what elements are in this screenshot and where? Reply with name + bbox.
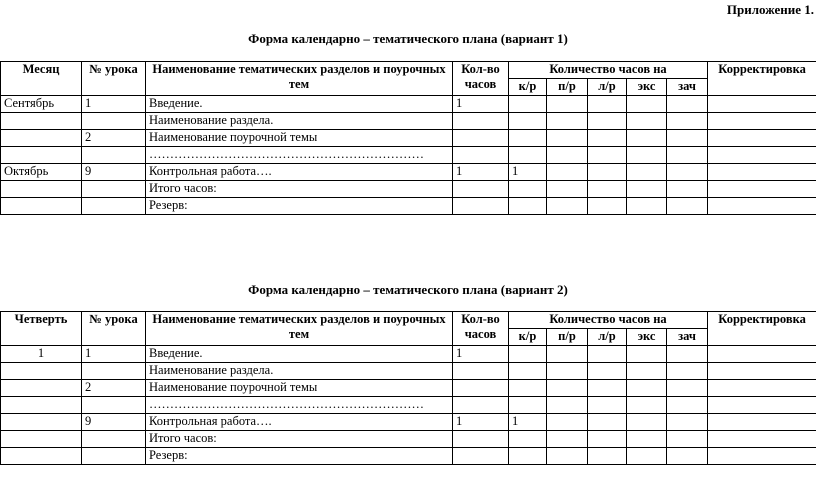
cell-hours: 1 bbox=[453, 96, 509, 113]
cell-topic: Контрольная работа…. bbox=[146, 414, 453, 431]
header-pr: п/р bbox=[547, 329, 588, 346]
table-row bbox=[1, 448, 816, 465]
cell-hours bbox=[453, 130, 509, 147]
cell-kr bbox=[509, 147, 547, 164]
table-row bbox=[1, 130, 816, 147]
cell-period bbox=[1, 198, 82, 215]
cell-period bbox=[1, 414, 82, 431]
cell-period bbox=[1, 448, 82, 465]
cell-hours bbox=[453, 147, 509, 164]
cell-topic: Наименование раздела. bbox=[146, 363, 453, 380]
cell-hours bbox=[453, 380, 509, 397]
cell-hours: 1 bbox=[453, 164, 509, 181]
cell-hours bbox=[453, 181, 509, 198]
table-row bbox=[1, 346, 816, 363]
cell-kr bbox=[509, 380, 547, 397]
header-kr: к/р bbox=[509, 329, 547, 346]
cell-period bbox=[1, 181, 82, 198]
cell-topic: Резерв: bbox=[146, 448, 453, 465]
table-row bbox=[1, 414, 816, 431]
cell-kr bbox=[509, 96, 547, 113]
cell-period: 1 bbox=[1, 346, 82, 363]
table-row bbox=[1, 181, 816, 198]
cell-kr: 1 bbox=[509, 164, 547, 181]
cell-hours bbox=[453, 431, 509, 448]
cell-topic: Контрольная работа…. bbox=[146, 164, 453, 181]
cell-hours bbox=[453, 198, 509, 215]
cell-period bbox=[1, 147, 82, 164]
cell-lesson bbox=[82, 198, 146, 215]
cell-kr bbox=[509, 431, 547, 448]
cell-topic: Введение. bbox=[146, 96, 453, 113]
cell-kr bbox=[509, 198, 547, 215]
table-row bbox=[1, 96, 816, 113]
header-hours-count: Кол-во часов bbox=[453, 312, 509, 346]
cell-lesson bbox=[82, 181, 146, 198]
cell-lesson: 9 bbox=[82, 414, 146, 431]
header-topic: Наименование тематических разделов и поурочных тем bbox=[146, 62, 453, 96]
cell-period bbox=[1, 431, 82, 448]
cell-lesson bbox=[82, 147, 146, 164]
cell-hours bbox=[453, 448, 509, 465]
header-zach: зач bbox=[667, 79, 708, 96]
table-row bbox=[1, 113, 816, 130]
header-eks: экс bbox=[627, 79, 667, 96]
cell-period bbox=[1, 113, 82, 130]
plan-table-variant-2 bbox=[0, 311, 816, 465]
form-2-title: Форма календарно – тематического плана (вариант 2) bbox=[248, 282, 568, 297]
cell-hours bbox=[453, 397, 509, 414]
cell-kr bbox=[509, 397, 547, 414]
cell-hours: 1 bbox=[453, 346, 509, 363]
cell-lesson: 1 bbox=[82, 96, 146, 113]
header-hours-on: Количество часов на bbox=[509, 62, 708, 79]
cell-kr bbox=[509, 130, 547, 147]
header-lr: л/р bbox=[588, 329, 627, 346]
table-row bbox=[1, 380, 816, 397]
cell-period: Сентябрь bbox=[1, 96, 82, 113]
cell-lesson bbox=[82, 448, 146, 465]
plan-table-variant-1 bbox=[0, 61, 816, 215]
cell-period bbox=[1, 397, 82, 414]
cell-kr bbox=[509, 363, 547, 380]
cell-topic: Наименование поурочной темы bbox=[146, 130, 453, 147]
cell-hours: 1 bbox=[453, 414, 509, 431]
cell-topic: Резерв: bbox=[146, 198, 453, 215]
cell-kr bbox=[509, 113, 547, 130]
table-row bbox=[1, 198, 816, 215]
header-hours-on: Количество часов на bbox=[509, 312, 708, 329]
cell-topic: Наименование раздела. bbox=[146, 113, 453, 130]
header-correction: Корректировка bbox=[708, 312, 816, 346]
cell-hours bbox=[453, 113, 509, 130]
header-pr: п/р bbox=[547, 79, 588, 96]
cell-lesson: 2 bbox=[82, 380, 146, 397]
cell-kr: 1 bbox=[509, 414, 547, 431]
header-hours-count: Кол-во часов bbox=[453, 62, 509, 96]
table-row bbox=[1, 164, 816, 181]
header-quarter: Четверть bbox=[1, 312, 82, 346]
cell-period bbox=[1, 130, 82, 147]
cell-lesson bbox=[82, 431, 146, 448]
cell-period bbox=[1, 363, 82, 380]
cell-kr bbox=[509, 346, 547, 363]
cell-kr bbox=[509, 181, 547, 198]
cell-topic: ………………………………………………………… bbox=[146, 147, 453, 164]
cell-topic: Наименование поурочной темы bbox=[146, 380, 453, 397]
header-month: Месяц bbox=[1, 62, 82, 96]
table-row bbox=[1, 363, 816, 380]
header-lesson-number: № урока bbox=[82, 62, 146, 96]
cell-topic: Итого часов: bbox=[146, 181, 453, 198]
cell-lesson bbox=[82, 363, 146, 380]
cell-period bbox=[1, 380, 82, 397]
cell-lesson bbox=[82, 397, 146, 414]
cell-lesson: 9 bbox=[82, 164, 146, 181]
form-1-title: Форма календарно – тематического плана (вариант 1) bbox=[248, 31, 568, 46]
table-row bbox=[1, 431, 816, 448]
appendix-label: Приложение 1. bbox=[726, 2, 814, 17]
cell-kr bbox=[509, 448, 547, 465]
cell-hours bbox=[453, 363, 509, 380]
cell-lesson: 2 bbox=[82, 130, 146, 147]
table-row bbox=[1, 397, 816, 414]
header-correction: Корректировка bbox=[708, 62, 816, 96]
table-row bbox=[1, 147, 816, 164]
cell-lesson: 1 bbox=[82, 346, 146, 363]
header-lr: л/р bbox=[588, 79, 627, 96]
cell-topic: Итого часов: bbox=[146, 431, 453, 448]
cell-lesson bbox=[82, 113, 146, 130]
header-lesson-number: № урока bbox=[82, 312, 146, 346]
header-topic: Наименование тематических разделов и поурочных тем bbox=[146, 312, 453, 346]
header-kr: к/р bbox=[509, 79, 547, 96]
cell-period: Октябрь bbox=[1, 164, 82, 181]
header-eks: экс bbox=[627, 329, 667, 346]
header-zach: зач bbox=[667, 329, 708, 346]
cell-topic: ………………………………………………………… bbox=[146, 397, 453, 414]
cell-topic: Введение. bbox=[146, 346, 453, 363]
